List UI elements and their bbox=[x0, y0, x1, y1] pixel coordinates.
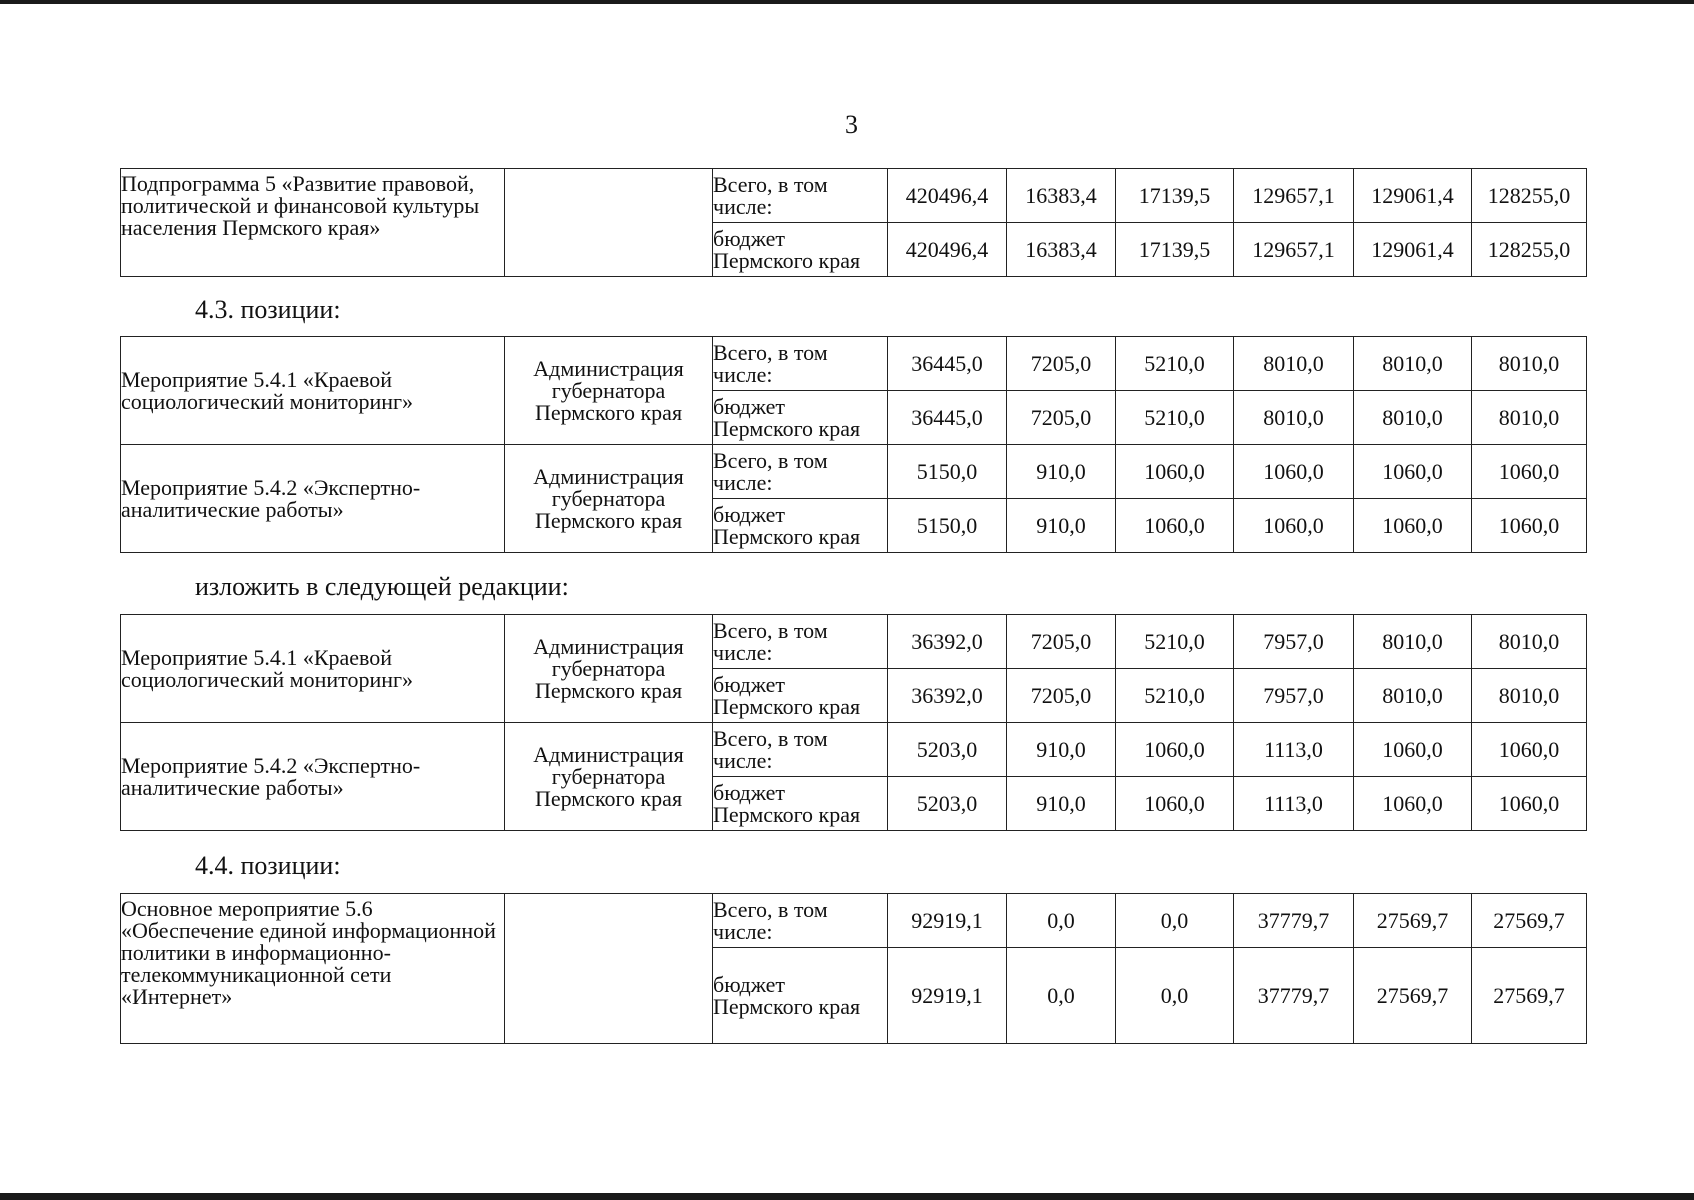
value-cell: 0,0 bbox=[1007, 894, 1116, 948]
section-caption: изложить в следующей редакции: bbox=[195, 572, 569, 601]
table-row bbox=[121, 337, 1587, 391]
positions-old-table bbox=[120, 336, 1587, 553]
scan-bottom-edge bbox=[0, 1193, 1694, 1200]
value-cell: 129061,4 bbox=[1354, 223, 1472, 277]
value-cell: 1060,0 bbox=[1472, 445, 1587, 499]
value-cell: 27569,7 bbox=[1472, 894, 1587, 948]
value-cell: 128255,0 bbox=[1472, 169, 1587, 223]
value-cell: 1060,0 bbox=[1354, 777, 1472, 831]
value-cell: 27569,7 bbox=[1472, 948, 1587, 1044]
value-cell: 5210,0 bbox=[1116, 669, 1234, 723]
value-cell: 1060,0 bbox=[1354, 499, 1472, 553]
value-cell: 5210,0 bbox=[1116, 615, 1234, 669]
value-cell: 910,0 bbox=[1007, 777, 1116, 831]
value-cell: 7205,0 bbox=[1007, 337, 1116, 391]
section-caption: 4.3. позиции: bbox=[195, 295, 341, 324]
responsible-executor bbox=[505, 169, 713, 277]
positions-new-table bbox=[120, 614, 1587, 831]
value-cell: 8010,0 bbox=[1234, 337, 1354, 391]
value-cell: 1060,0 bbox=[1116, 499, 1234, 553]
page-number: 3 bbox=[845, 110, 858, 139]
value-cell: 27569,7 bbox=[1354, 948, 1472, 1044]
responsible-executor bbox=[505, 894, 713, 1044]
value-cell: 37779,7 bbox=[1234, 894, 1354, 948]
value-cell: 0,0 bbox=[1116, 948, 1234, 1044]
responsible-executor: Администрация губернатора Пермского края bbox=[505, 337, 713, 445]
value-cell: 910,0 bbox=[1007, 445, 1116, 499]
value-cell: 8010,0 bbox=[1354, 615, 1472, 669]
value-cell: 5203,0 bbox=[888, 723, 1007, 777]
funding-source: Всего, в том числе: bbox=[713, 337, 888, 391]
value-cell: 1113,0 bbox=[1234, 723, 1354, 777]
value-cell: 7205,0 bbox=[1007, 391, 1116, 445]
value-cell: 129657,1 bbox=[1234, 169, 1354, 223]
table-row bbox=[121, 615, 1587, 669]
value-cell: 1060,0 bbox=[1472, 723, 1587, 777]
subprogram-5-table bbox=[120, 168, 1587, 277]
value-cell: 1060,0 bbox=[1116, 723, 1234, 777]
value-cell: 36445,0 bbox=[888, 337, 1007, 391]
funding-source: бюджет Пермского края bbox=[713, 669, 888, 723]
value-cell: 1113,0 bbox=[1234, 777, 1354, 831]
value-cell: 8010,0 bbox=[1354, 669, 1472, 723]
value-cell: 5210,0 bbox=[1116, 337, 1234, 391]
value-cell: 8010,0 bbox=[1234, 391, 1354, 445]
value-cell: 1060,0 bbox=[1116, 445, 1234, 499]
value-cell: 5150,0 bbox=[888, 499, 1007, 553]
value-cell: 37779,7 bbox=[1234, 948, 1354, 1044]
responsible-executor: Администрация губернатора Пермского края bbox=[505, 723, 713, 831]
item-name: Основное мероприятие 5.6 «Обеспечение единой информационной политики в информационно-телекоммуникационной сети «Интернет» bbox=[121, 894, 505, 1044]
value-cell: 27569,7 bbox=[1354, 894, 1472, 948]
value-cell: 128255,0 bbox=[1472, 223, 1587, 277]
value-cell: 129657,1 bbox=[1234, 223, 1354, 277]
value-cell: 910,0 bbox=[1007, 723, 1116, 777]
table-row bbox=[121, 169, 1587, 223]
value-cell: 36392,0 bbox=[888, 669, 1007, 723]
responsible-executor: Администрация губернатора Пермского края bbox=[505, 445, 713, 553]
funding-source: Всего, в том числе: bbox=[713, 723, 888, 777]
value-cell: 7957,0 bbox=[1234, 615, 1354, 669]
item-name: Подпрограмма 5 «Развитие правовой, политической и финансовой культуры населения Пермского края» bbox=[121, 169, 505, 277]
main-activity-5-6-table bbox=[120, 893, 1587, 1044]
value-cell: 8010,0 bbox=[1354, 337, 1472, 391]
table-row bbox=[121, 445, 1587, 499]
item-name: Мероприятие 5.4.2 «Экспертно-аналитические работы» bbox=[121, 445, 505, 553]
value-cell: 5150,0 bbox=[888, 445, 1007, 499]
value-cell: 17139,5 bbox=[1116, 223, 1234, 277]
item-name: Мероприятие 5.4.1 «Краевой социологический мониторинг» bbox=[121, 615, 505, 723]
value-cell: 16383,4 bbox=[1007, 169, 1116, 223]
funding-source: бюджет Пермского края bbox=[713, 391, 888, 445]
value-cell: 420496,4 bbox=[888, 169, 1007, 223]
funding-source: бюджет Пермского края bbox=[713, 499, 888, 553]
funding-source: Всего, в том числе: bbox=[713, 445, 888, 499]
value-cell: 8010,0 bbox=[1472, 615, 1587, 669]
value-cell: 7957,0 bbox=[1234, 669, 1354, 723]
value-cell: 17139,5 bbox=[1116, 169, 1234, 223]
value-cell: 420496,4 bbox=[888, 223, 1007, 277]
table-row bbox=[121, 723, 1587, 777]
item-name: Мероприятие 5.4.2 «Экспертно-аналитические работы» bbox=[121, 723, 505, 831]
value-cell: 1060,0 bbox=[1354, 445, 1472, 499]
value-cell: 8010,0 bbox=[1354, 391, 1472, 445]
section-caption: 4.4. позиции: bbox=[195, 851, 341, 880]
value-cell: 0,0 bbox=[1116, 894, 1234, 948]
value-cell: 5210,0 bbox=[1116, 391, 1234, 445]
funding-source: бюджет Пермского края bbox=[713, 777, 888, 831]
value-cell: 8010,0 bbox=[1472, 391, 1587, 445]
value-cell: 36392,0 bbox=[888, 615, 1007, 669]
value-cell: 92919,1 bbox=[888, 894, 1007, 948]
funding-source: бюджет Пермского края bbox=[713, 223, 888, 277]
value-cell: 1060,0 bbox=[1116, 777, 1234, 831]
value-cell: 1060,0 bbox=[1472, 499, 1587, 553]
value-cell: 0,0 bbox=[1007, 948, 1116, 1044]
value-cell: 16383,4 bbox=[1007, 223, 1116, 277]
value-cell: 7205,0 bbox=[1007, 615, 1116, 669]
item-name: Мероприятие 5.4.1 «Краевой социологический мониторинг» bbox=[121, 337, 505, 445]
table-row bbox=[121, 894, 1587, 948]
value-cell: 1060,0 bbox=[1354, 723, 1472, 777]
value-cell: 92919,1 bbox=[888, 948, 1007, 1044]
value-cell: 5203,0 bbox=[888, 777, 1007, 831]
value-cell: 1060,0 bbox=[1234, 499, 1354, 553]
value-cell: 7205,0 bbox=[1007, 669, 1116, 723]
scan-top-edge bbox=[0, 0, 1694, 4]
funding-source: Всего, в том числе: bbox=[713, 169, 888, 223]
funding-source: бюджет Пермского края bbox=[713, 948, 888, 1044]
value-cell: 129061,4 bbox=[1354, 169, 1472, 223]
value-cell: 36445,0 bbox=[888, 391, 1007, 445]
value-cell: 1060,0 bbox=[1472, 777, 1587, 831]
value-cell: 910,0 bbox=[1007, 499, 1116, 553]
value-cell: 8010,0 bbox=[1472, 337, 1587, 391]
value-cell: 1060,0 bbox=[1234, 445, 1354, 499]
value-cell: 8010,0 bbox=[1472, 669, 1587, 723]
funding-source: Всего, в том числе: bbox=[713, 894, 888, 948]
responsible-executor: Администрация губернатора Пермского края bbox=[505, 615, 713, 723]
funding-source: Всего, в том числе: bbox=[713, 615, 888, 669]
